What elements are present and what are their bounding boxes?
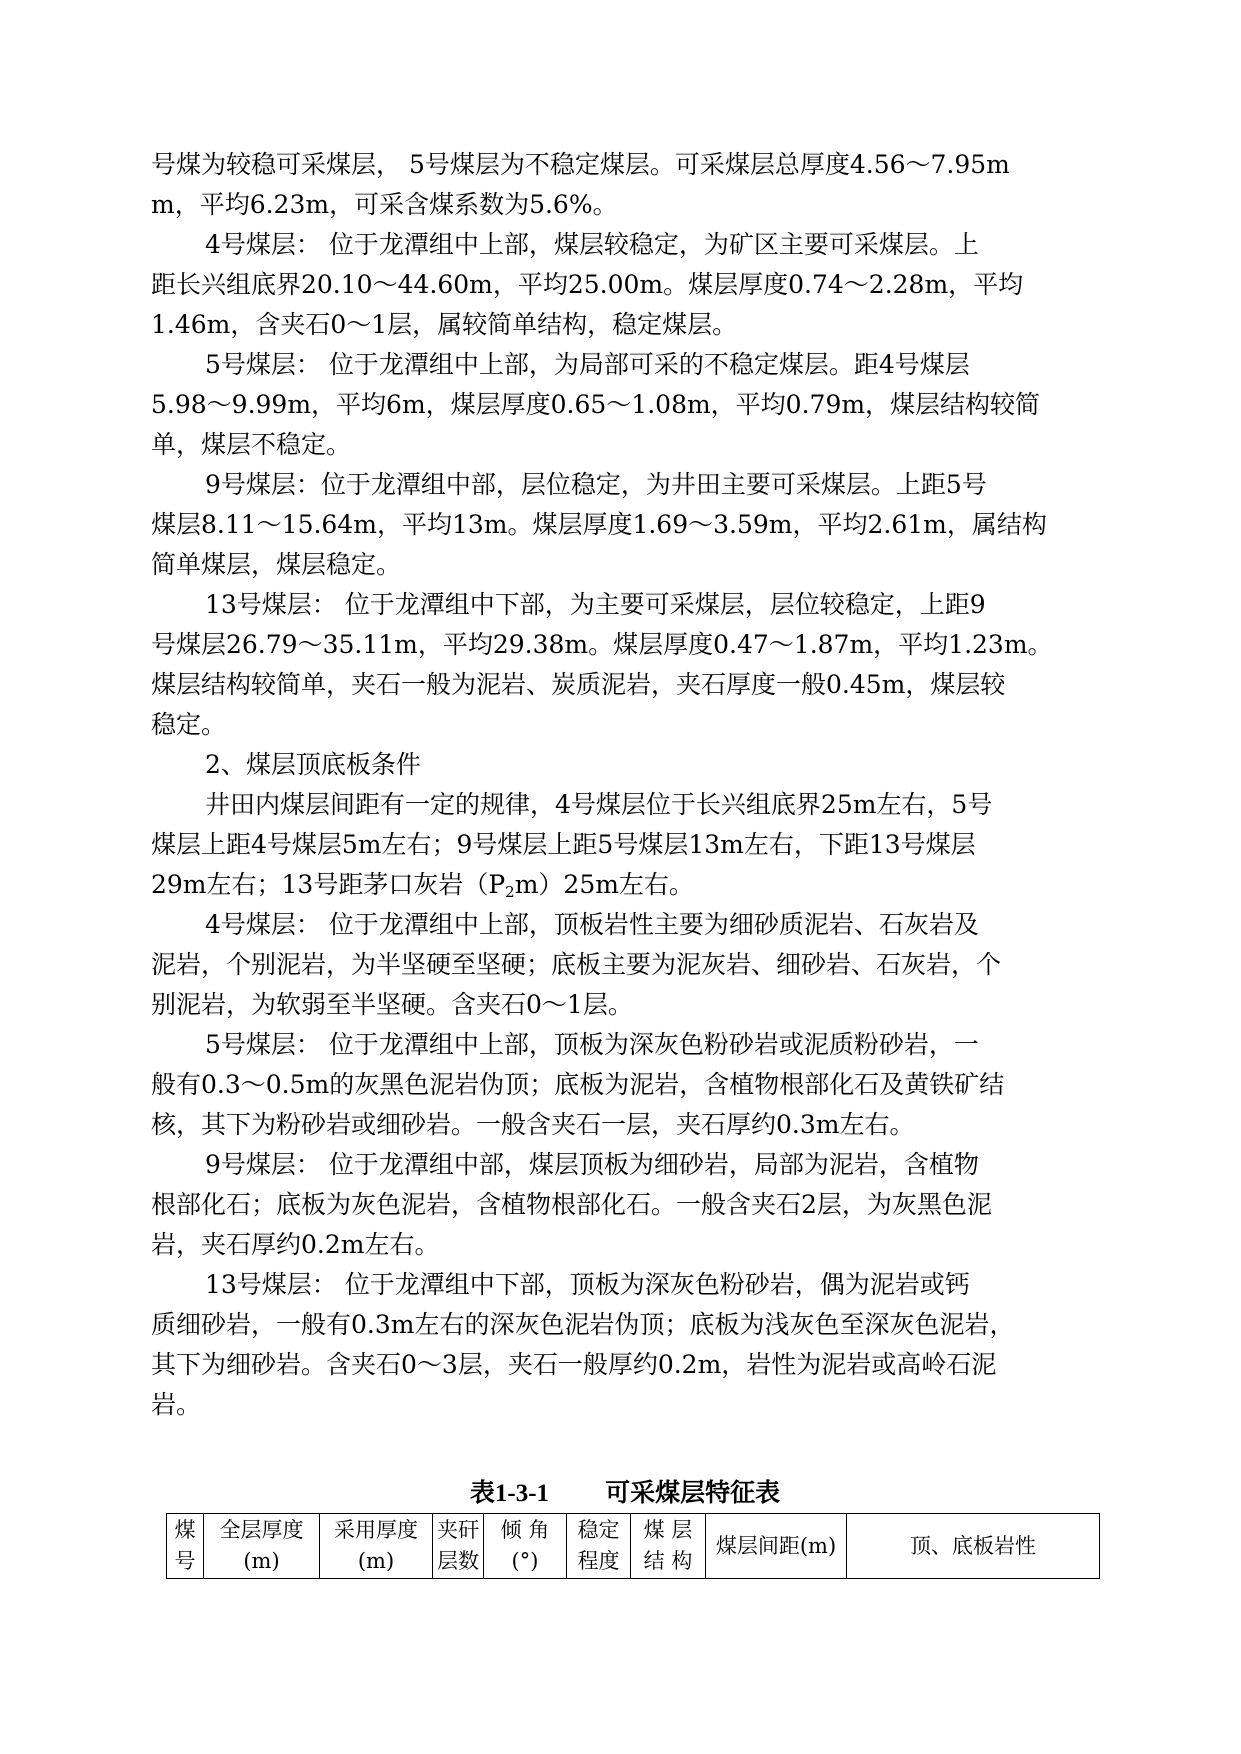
text-line [151,385,1126,425]
text-line-content: 号煤为较稳可采煤层， 5号煤层为不稳定煤层。可采煤层总厚度4.56～7.95m [151,150,1010,179]
text-line-content: 5.98～9.99m，平均6m，煤层厚度0.65～1.08m，平均0.79m，煤层结构较简 [151,390,1041,419]
text-line [151,305,1126,345]
text-line-content: 9号煤层：位于龙潭组中部，层位稳定，为井田主要可采煤层。上距5号 [205,470,987,499]
table-header-text: 煤层间距(m) [715,1533,837,1558]
text-line-content: 煤层上距4号煤层5m左右；9号煤层上距5号煤层13m左右，下距13号煤层 [151,830,976,859]
text-line-content: 5号煤层： 位于龙潭组中上部，为局部可采的不稳定煤层。距4号煤层 [205,350,970,379]
table-header-text: 结 构 [643,1549,693,1573]
text-line [151,1065,1126,1105]
text-line-content: 1.46m，含夹石0～1层，属较简单结构，稳定煤层。 [151,310,738,339]
text-line-content: 单，煤层不稳定。 [151,430,352,459]
text-line-continuation: m）25m左右。 [514,870,694,899]
table-header-text: 稳定 [577,1518,620,1542]
text-line-content: 质细砂岩，一般有0.3m左右的深灰色泥岩伪顶；底板为浅灰色至深灰色泥岩， [151,1310,1015,1339]
text-line [151,1225,1126,1265]
table-header-text: (m) [357,1549,395,1573]
table-header-cell [706,1514,847,1579]
text-line [151,1305,1126,1345]
text-line [151,665,1126,705]
text-line-content: 般有0.3～0.5m的灰黑色泥岩伪顶；底板为泥岩，含植物根部化石及黄铁矿结 [151,1070,1005,1099]
text-line-content: 稳定。 [151,710,227,739]
text-line [151,945,1126,985]
text-line [151,1185,1126,1225]
text-line-content: 13号煤层： 位于龙潭组中下部，为主要可采煤层，层位较稳定，上距9 [205,590,986,619]
coal-seam-feature-table [166,1513,1100,1579]
text-line [151,625,1126,665]
body-text [151,145,1126,1425]
text-line-content: 13号煤层： 位于龙潭组中下部，顶板为深灰色粉砂岩，偶为泥岩或钙 [205,1270,970,1299]
text-line [151,705,1126,745]
text-line-content: 别泥岩，为软弱至半坚硬。含夹石0～1层。 [151,990,633,1019]
table-header-cell [567,1514,631,1579]
text-line [151,185,1126,225]
table-header-text: 采用厚度 [334,1518,418,1542]
table-header-text: 全层厚度 [219,1518,304,1542]
table-header-text: 号 [174,1549,196,1573]
table-header-cell [433,1514,484,1579]
text-line-content: 核，其下为粉砂岩或细砂岩。一般含夹石一层，夹石厚约0.3m左右。 [151,1110,915,1139]
text-line [151,585,1126,625]
text-line-content: 29m左右；13号距茅口灰岩（P [151,870,506,899]
text-line [151,865,1126,905]
text-line-content: 4号煤层： 位于龙潭组中上部，煤层较稳定，为矿区主要可采煤层。上 [205,230,979,259]
text-line [151,825,1126,865]
text-line-content: 井田内煤层间距有一定的规律，4号煤层位于长兴组底界25m左右，5号 [205,790,993,819]
text-line [151,1345,1126,1385]
text-line-content: 5号煤层： 位于龙潭组中上部，顶板为深灰色粉砂岩或泥质粉砂岩，一 [205,1030,979,1059]
table-header-text: 程度 [577,1549,620,1573]
text-line [151,745,1126,785]
table-header-cell [167,1514,204,1579]
text-line-content: 号煤层26.79～35.11m，平均29.38m。煤层厚度0.47～1.87m，平均1.23m。 [151,630,1053,659]
text-line-content: 2、煤层顶底板条件 [205,750,421,779]
text-line [151,265,1126,305]
text-line-content: 简单煤层，煤层稳定。 [151,550,402,579]
text-line [151,1145,1126,1185]
text-line [151,1265,1126,1305]
text-line [151,1105,1126,1145]
text-line [151,545,1126,585]
table-header-row [167,1514,1100,1579]
table-header-cell [320,1514,433,1579]
table-header-cell [847,1514,1100,1579]
table-caption-number: 表1-3-1 [469,1480,550,1507]
text-line [151,345,1126,385]
text-line [151,785,1126,825]
text-subscript: 2 [505,883,515,901]
text-line [151,225,1126,265]
text-line-content: 其下为细砂岩。含夹石0～3层，夹石一般厚约0.2m，岩性为泥岩或高岭石泥 [151,1350,997,1379]
text-line-content: m，平均6.23m，可采含煤系数为5.6%。 [151,190,618,219]
table-caption-title: 可采煤层特征表 [605,1480,781,1507]
text-line-content: 煤层8.11～15.64m，平均13m。煤层厚度1.69～3.59m，平均2.61m，属结构 [151,510,1047,539]
table-header-text: 顶、底板岩性 [910,1533,1036,1558]
text-line [151,1385,1126,1425]
text-line [151,505,1126,545]
table-caption [151,1476,1099,1512]
text-line-content: 煤层结构较简单，夹石一般为泥岩、炭质泥岩，夹石厚度一般0.45m，煤层较 [151,670,1006,699]
text-line-content: 距长兴组底界20.10～44.60m，平均25.00m。煤层厚度0.74～2.28m，平均 [151,270,1024,299]
table-header-text: (°) [511,1549,539,1573]
table-header-text: 煤 [174,1518,196,1542]
text-line-content: 岩，夹石厚约0.2m左右。 [151,1230,440,1259]
table-header-text: 倾 角 [500,1518,550,1542]
text-line [151,465,1126,505]
text-line-content: 9号煤层： 位于龙潭组中部，煤层顶板为细砂岩，局部为泥岩，含植物 [205,1150,979,1179]
table-header-text: (m) [243,1549,280,1573]
text-line-content: 4号煤层： 位于龙潭组中上部，顶板岩性主要为细砂质泥岩、石灰岩及 [205,910,979,939]
text-line [151,425,1126,465]
text-line [151,145,1126,185]
table-header-cell [484,1514,567,1579]
text-line-content: 根部化石；底板为灰色泥岩，含植物根部化石。一般含夹石2层，为灰黑色泥 [151,1190,992,1219]
table-header-text: 层数 [437,1549,479,1573]
text-line-content: 泥岩，个别泥岩，为半坚硬至坚硬；底板主要为泥灰岩、细砂岩、石灰岩，个 [151,950,1002,979]
table-header-text: 煤 层 [643,1518,693,1542]
text-line [151,905,1126,945]
text-line [151,1025,1126,1065]
table-header-cell [631,1514,706,1579]
text-line [151,985,1126,1025]
table-header-text: 夹矸 [437,1518,479,1542]
table-header-cell [204,1514,320,1579]
text-line-content: 岩。 [151,1390,202,1419]
